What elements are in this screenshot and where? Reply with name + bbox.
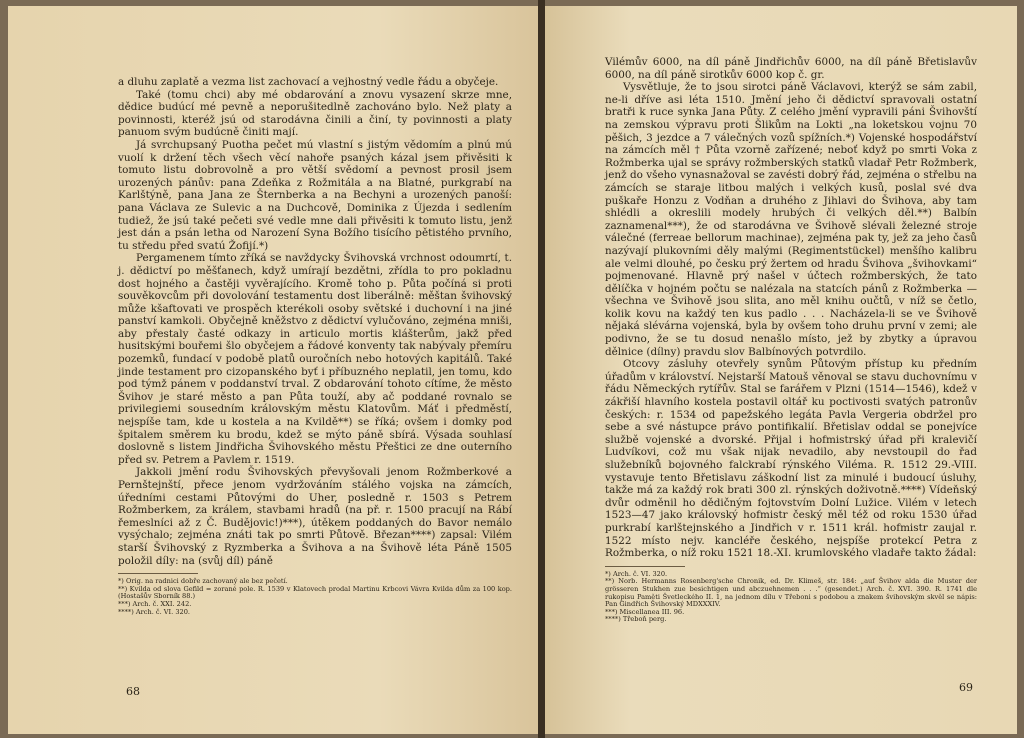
left-page (8, 6, 538, 734)
footnote: *) Orig. na radnici dobře zachovaný ale bez pečetí. (118, 577, 288, 586)
footnote: ****) Třeboň perg. (605, 615, 667, 624)
page-number: 68 (126, 685, 140, 698)
paragraph: Já svrchupsaný Puotha pečet mú vlastní s jistým vědomím a plnú mú vuolí k držení těch všech věcí nahoře psaných kázal jsem přivěsiti k tomuto listu dobrovolně a pro větší svědomí a pevnost prosil jsem urozených pánův: pana Zdeňka z Rožmitála a na Blatné, purkgrabí na Karlštýně, pana Jana ze Šternberka a na Bechyni a urozených panoší: pana Václava ze Sulevic a na Duchcově, Dominika z Újezda i sedlením tudiež, že jsú také pečeti své vedle mne dali přivěsiti k tomuto listu, jenž jest dán a psán letha od Narození Syna Božího tisícího pětistého prvního, tu středu před svatú Žofijí.*) (118, 138, 512, 252)
footnote: ***) Miscellanea III. 96. (605, 607, 685, 616)
paragraph: Pergamenem tímto zříká se navždycky Švihovská vrchnost odoumrtí, t. j. dědictví po měšťanech, když umírají bezdětni, zřídla to pro pokladnu dost hojného a častěji vyvěrajícího. Kromě toho p. Půta počíná si proti souvěkovcům při dovolování testamentu dost liberálně: měštan švihovský může kšaftovati ve prospěch kterékoli osoby světské i duchovní i na jiné panství kamkoli. Obyčejně kněžstvo z dědictví vylučováno, zejména mniši, aby přestaly časté odkazy in articulo mortis klášterům, jakž před husitskými bouřemi šlo obyčejem a řádové konventy tak nabývaly přemíru pozemků, fundací v podobě platů ouročních nebo hotových kapitálů. Také jinde testament pro cizopanského byť i příbuzného neplatil, jen tomu, kdo pod týmž pánem v poddanství trval. Z obdarování tohoto cítíme, že město Švihov je staré město a pan Půta touží, aby ač poddané rovnalo se privilegiemi sousedním královským městu Klatovům. Máť i předměstí, nejspíše tam, kde u kostela a na Kvildě**) se říká; ovšem i domky pod špitalem směrem ku brodu, kdež se mýto páně sbírá. Výsada souhlasí doslovně s listem Jindřicha Švihovského městu Přeštici ze dne outerního před sv. Petrem a Pavlem r. 1519. (118, 252, 512, 466)
page-number: 69 (959, 681, 973, 694)
book-gutter (538, 0, 545, 738)
footnote: *) Arch. č. VI. 320. (605, 569, 668, 578)
paragraph: Také (tomu chci) aby mé obdarování a znovu vysazení skrze mne, dědice budúcí mé pevně a neporušitedlně zachováno bylo. Než platy a povinnosti, kteréž jsú od starodávna činili a činí, ty povinnosti a platy panuom svým budúcně činiti mají. (118, 88, 512, 139)
footnote: ***) Arch. č. XXI. 242. (118, 599, 192, 608)
paragraph: Jakkoli jmění rodu Švihovských převyšovali jenom Rožmberkové a Pernštejnští, přece jenom vydržováním stálého vojska na zámcích, úředními cestami Půtovými do Uher, posledně r. 1503 s Petrem Rožmberkem, za králem, stavbami hradů (na př. r. 1500 pracují na Rábí řemeslníci až z Č. Budějovic!)***), útěkem poddaných do Bavor nemálo vysýchalo; zejména znáti tak po smrti Půtově. Březan****) zapsal: Vilém starší Švihovský z Ryzmberka a Švihova a na Švihově léta Páně 1505 položil díly: na (svůj díl) páně (118, 466, 512, 567)
paragraph: Vysvětluje, že to jsou sirotci páně Václavovi, kterýž se sám zabil, ne-li dříve asi léta 1510. Jmění jeho či dědictví spravovali ostatní bratři k ruce synka Jana Půty. Z celého jmění vypravili páni Švihovští na zemskou výpravu proti Šlikům na Lokti „na loketskou vojnu 70 pěšich, 3 jezdce a 7 válečných vozů spížních.*) Vojenské hospodářství na zámcích měl † Půta vzorně zařízené; neboť když po smrti Voka z Rožmberka ujal se správy rožmberských statků vladař Petr Rožmberk, jenž do všeho vynasnažoval se zavésti dobrý řád, zejména o střelbu na zámcích se staraje litbou malých i velkých kusů, poslal své dva puškaře Honzu z Vodňan a druhého z Jihlavi do Švihova, aby tam shlédli a okreslili modely hrubých či velkých děl.**) Balbín zaznamenal***), že od starodávna ve Švihově slévali železné stroje válečné (ferreae bellorum machinae), zejména pak ty, jež za jeho časů nazývají plukovními děly malými (Regimentstückel) menšího kalibru ale velmi dlouhé, po česku prý žertem od hradu Švihova „švihovkami“ pojmenované. Hlavně prý našel v účtech rožmberských, že tato dělíčka v hojném počtu se nalézala na statcích pánů z Rožmberka — všechna ve Švihově jsou slita, ano měl knihu oučtů, v níž se četlo, kolik kovu na každý ten kus padlo . . . Nacházela-li se ve Švihově nějaká slévárna vojenská, byla by ovšem toho druhu první v zemi; ale podivno, že se tu dosud nenašlo místo, jež by zbytky a úpravou dělnice (dílny) pravdu slov Balbínových potvrdilo. (605, 81, 977, 358)
footnote: **) Norb. Hermanns Rosenberg'sche Chronik, ed. Dr. Klimeš, str. 184: „auf Švihov alda die Muster der grösseren Stukhen zue besichtigen und abczuehnemen . . .“ (gesendet.) Arch. č. XVI. 390. R. 1741 dle rukopisu Paměti Švetleckého II. 1, na jednom dílu v Třeboni s podobou a znakem švihovským skvěl se nápis: Pan Gindřich Švihovský MDXXXIV. (605, 577, 977, 609)
footnote-rule (118, 573, 198, 574)
paragraph: Otcovy zásluhy otevřely synům Půtovým přístup ku předním úřadům v království. Nejstarší Matouš věnoval se stavu duchovnímu v řádu Německých rytířův. Stal se farářem v Plzni (1514—1546), kdež v zákřiší hlavního kostela postavil oltář ku poctivosti svatých patronův českých: r. 1534 od papežského legáta Pavla Vergeria obdržel pro sebe a své nástupce právo pontifikalií. Břetislav oddal se ponejvíce službě vojenské a dvorské. Přijal i hofmistrský úřad při kralevičí Ludvíkovi, což mu však nijak nevadilo, aby nevstoupil do řad služebníků bojovného falckrabí rýnského Viléma. R. 1512 29.-VIII. vystavuje tento Břetislavu záškodní list za minulé i budoucí úsluhy, takže má za každý rok brati 300 zl. rýnských doživotně.****) Vídeňský dvůr odměnil ho dědičným fojtovstvím Dolní Lužice. Vilém v letech 1523—47 jako královský hofmistr český měl též od roku 1530 úřad purkrabí karlštejnského a Jindřich v r. 1511 král. hofmistr zaujal r. 1522 místo nejv. kancléře českého, nejspíše protekcí Petra z Rožmberka, o níž roku 1521 18.-XI. krumlovského vladaře takto žádal: (605, 358, 977, 560)
paragraph: Vilémův 6000, na díl páně Jindřichův 6000, na díl páně Břetislavův 6000, na díl páně sirotkův 6000 kop č. gr. (605, 56, 977, 81)
right-page (545, 6, 1017, 734)
footnote: **) Kvilda od slova Gefild = zorané pole. R. 1539 v Klatovech prodal Martinu Krbcovi Vávra Kvilda dům za 100 kop. (Hostašův Sborník 88.) (118, 584, 512, 601)
footnote-rule (605, 566, 685, 567)
paragraph: a dluhu zaplatě a vezma list zachovací a vejhostný vedle řádu a obyčeje. (118, 76, 499, 88)
footnote: ****) Arch. č. VI. 320. (118, 607, 191, 616)
